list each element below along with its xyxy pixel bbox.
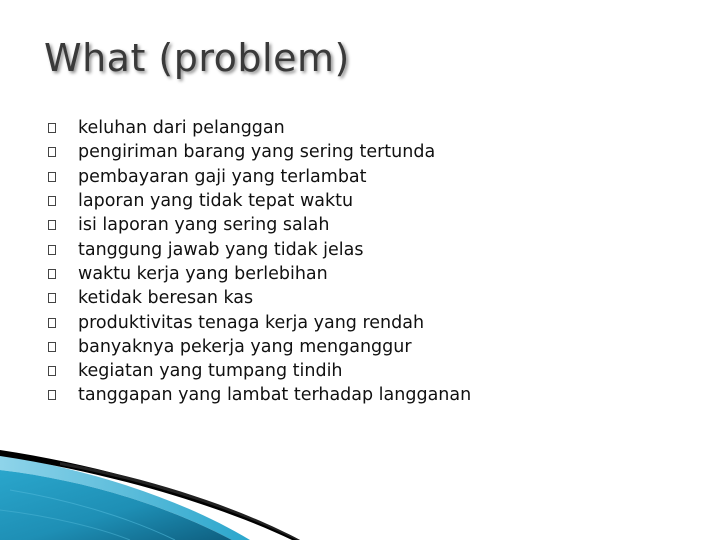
list-item-text: kegiatan yang tumpang tindih (78, 361, 343, 382)
list-item (48, 189, 471, 213)
list-item (48, 116, 471, 140)
list-item (48, 383, 471, 407)
list-item-text: pembayaran gaji yang terlambat (78, 166, 367, 187)
list-item-text: banyaknya pekerja yang menganggur (78, 336, 412, 357)
list-item (48, 165, 471, 189)
list-item (48, 359, 471, 383)
list-item-text: tanggapan yang lambat terhadap langganan (78, 385, 472, 406)
list-item-text: laporan yang tidak tepat waktu (78, 191, 354, 212)
list-item-text: pengiriman barang yang sering tertunda (78, 142, 436, 163)
list-item (48, 335, 471, 359)
square-outline-bullet-icon (48, 196, 56, 206)
square-outline-bullet-icon (48, 390, 56, 400)
list-item (48, 213, 471, 237)
square-outline-bullet-icon (48, 123, 56, 133)
list-item (48, 140, 471, 164)
list-item (48, 286, 471, 310)
list-item (48, 262, 471, 286)
square-outline-bullet-icon (48, 220, 56, 230)
list-item-text: waktu kerja yang berlebihan (78, 263, 328, 284)
square-outline-bullet-icon (48, 293, 56, 303)
square-outline-bullet-icon (48, 245, 56, 255)
square-outline-bullet-icon (48, 342, 56, 352)
list-item-text: keluhan dari pelanggan (78, 118, 285, 139)
list-item-text: isi laporan yang sering salah (78, 215, 330, 236)
list-item-text: ketidak beresan kas (78, 288, 254, 309)
square-outline-bullet-icon (48, 269, 56, 279)
list-item (48, 237, 471, 261)
list-item-text: produktivitas tenaga kerja yang rendah (78, 312, 425, 333)
square-outline-bullet-icon (48, 172, 56, 182)
square-outline-bullet-icon (48, 318, 56, 328)
teal-wedge-shape (0, 470, 232, 540)
square-outline-bullet-icon (48, 366, 56, 376)
list-item-text: tanggung jawab yang tidak jelas (78, 239, 364, 260)
list-item (48, 310, 471, 334)
bullet-list (48, 116, 471, 408)
square-outline-bullet-icon (48, 147, 56, 157)
slide-title: What (problem) (44, 36, 350, 80)
